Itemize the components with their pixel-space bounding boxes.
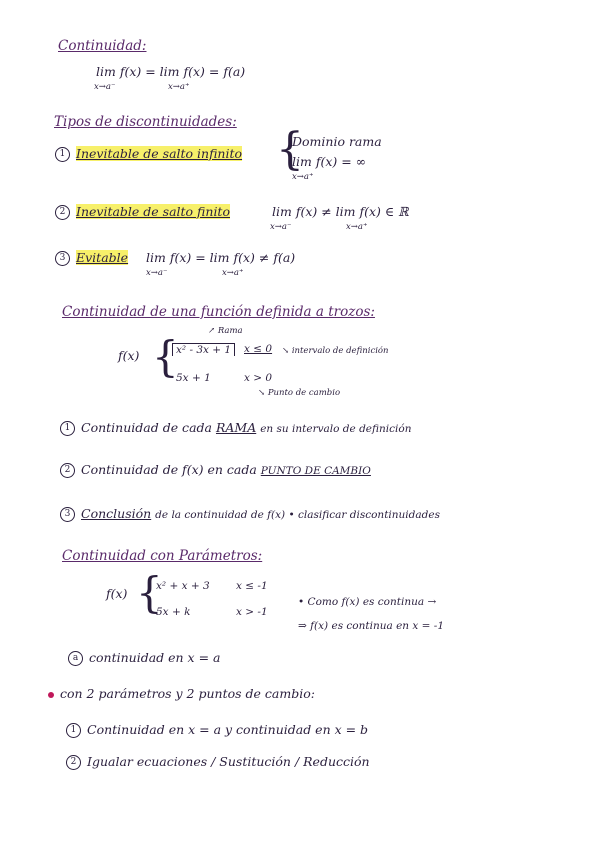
brace-icon: { (152, 332, 179, 381)
piecewise-row2-note: ↘ Punto de cambio (258, 388, 341, 398)
limit-sub-left: x→a⁻ (94, 82, 116, 92)
type-2-sub-right: x→a⁺ (346, 222, 368, 232)
type-3-expr: lim f(x) = lim f(x) ≠ f(a) (146, 250, 296, 265)
step-text: Conclusión (81, 506, 152, 521)
section-title-continuidad: Continuidad: (58, 38, 147, 54)
type-2-expr: lim f(x) ≠ lim f(x) ∈ ℝ (272, 204, 409, 219)
two-params-text: con 2 parámetros y 2 puntos de cambio: (60, 686, 315, 701)
limit-sub-right: x→a⁺ (168, 82, 190, 92)
number-badge: 2 (66, 755, 81, 770)
section-title-params: Continuidad con Parámetros: (62, 548, 263, 564)
piecewise-row1-note: ↘ intervalo de definición (282, 346, 389, 356)
number-badge: 3 (55, 251, 70, 266)
piecewise-row1-expr: x² - 3x + 1 (172, 343, 235, 356)
two-params-bullet (48, 686, 315, 701)
number-badge: 1 (55, 147, 70, 162)
type-2-sub-left: x→a⁻ (270, 222, 292, 232)
piecewise-row2-expr: 5x + 1 (176, 372, 211, 384)
brace-icon: { (136, 568, 163, 617)
type-label: Inevitable de salto finito (76, 204, 230, 219)
type-label: Inevitable de salto infinito (76, 146, 243, 161)
step-rest: en su intervalo de definición (260, 423, 412, 435)
number-badge: a (68, 651, 83, 666)
piecewise-fx: f(x) (118, 348, 140, 363)
step-rest: de la continuidad de f(x) • clasificar discontinuidades (155, 509, 440, 521)
params-step (68, 650, 220, 666)
type-label: Evitable (76, 250, 129, 265)
two-params-item-1 (66, 722, 368, 738)
params-step-text: continuidad en x = a (89, 650, 221, 665)
limit-formula: lim f(x) = lim f(x) = f(a) (96, 64, 246, 79)
step-em: RAMA (215, 420, 257, 435)
rama-note: ↗ Rama (208, 326, 243, 336)
number-badge: 2 (60, 463, 75, 478)
item-text: Igualar ecuaciones / Sustitución / Reducción (87, 754, 370, 769)
piecewise-row1-cond: x ≤ 0 (244, 343, 273, 355)
params-row2-expr: 5x + k (156, 606, 191, 618)
params-note-1: • Como f(x) es continua → (298, 596, 437, 608)
number-badge: 1 (66, 723, 81, 738)
step-em: PUNTO DE CAMBIO (260, 465, 371, 477)
type-item-3 (55, 250, 128, 266)
section-title-tipos: Tipos de discontinuidades: (54, 114, 237, 130)
step-text: Continuidad de cada (81, 420, 212, 435)
two-params-item-2 (66, 754, 370, 770)
bullet-icon (48, 692, 54, 698)
item-text: Continuidad en x = a y continuidad en x = b (87, 722, 369, 737)
type-3-sub-right: x→a⁺ (222, 268, 244, 278)
step-2 (60, 462, 371, 478)
number-badge: 3 (60, 507, 75, 522)
type-3-sub-left: x→a⁻ (146, 268, 168, 278)
step-1 (60, 420, 411, 436)
number-badge: 2 (55, 205, 70, 220)
type-item-2 (55, 204, 230, 220)
type-1-note-1: Dominio rama (292, 134, 382, 149)
params-row1-cond: x ≤ -1 (236, 580, 268, 592)
piecewise-row2-cond: x > 0 (244, 372, 273, 384)
brace-icon: { (276, 124, 304, 175)
params-row2-cond: x > -1 (236, 606, 268, 618)
type-item-1 (55, 146, 242, 162)
params-row1-expr: x² + x + 3 (156, 580, 210, 592)
type-1-note-sub: x→a⁺ (292, 172, 314, 182)
number-badge: 1 (60, 421, 75, 436)
step-3 (60, 506, 440, 522)
step-text: Continuidad de f(x) en cada (81, 462, 257, 477)
params-note-2: ⇒ f(x) es continua en x = -1 (298, 620, 445, 632)
section-title-piecewise: Continuidad de una función definida a trozos: (62, 304, 375, 320)
type-1-note-2: lim f(x) = ∞ (292, 154, 367, 169)
params-fx: f(x) (106, 586, 128, 601)
